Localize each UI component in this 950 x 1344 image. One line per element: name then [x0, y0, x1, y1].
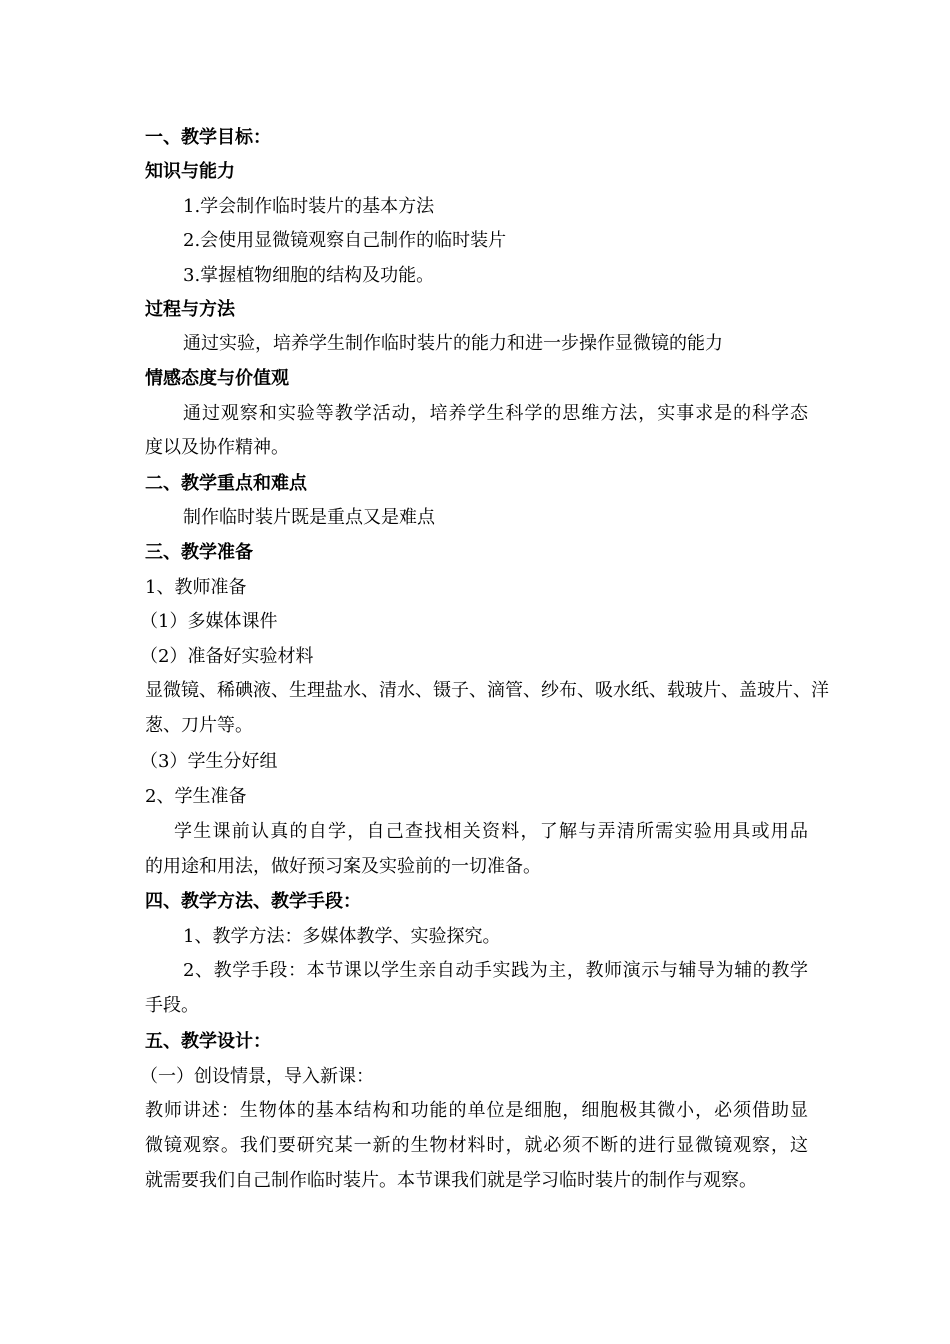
- teacher-narration-line-3: 就需要我们自己制作临时装片。本节课我们就是学习临时装片的制作与观察。: [145, 1170, 757, 1191]
- preparation-item-1: （1）多媒体课件: [140, 611, 278, 632]
- materials-list-line-2: 葱、刀片等。: [145, 715, 253, 736]
- preparation-item-3: （3）学生分好组: [140, 751, 278, 772]
- student-preparation-text-line-2: 的用途和用法，做好预习案及实验前的一切准备。: [145, 856, 541, 877]
- section-heading-key-points: 二、教学重点和难点: [145, 473, 307, 494]
- teacher-preparation-heading: 1、教师准备: [145, 577, 247, 598]
- subheading-emotion-values: 情感态度与价值观: [145, 368, 289, 389]
- methods-item-1: 1、教学方法：多媒体教学、实验探究。: [183, 926, 501, 947]
- preparation-item-2: （2）准备好实验材料: [140, 646, 314, 667]
- methods-item-2-line-1: 2、教学手段：本节课以学生亲自动手实践为主，教师演示与辅导为辅的教学: [183, 960, 808, 981]
- materials-list-line-1: 显微镜、稀碘液、生理盐水、清水、镊子、滴管、纱布、吸水纸、载玻片、盖玻片、洋: [145, 680, 829, 701]
- objective-item-1: 1.学会制作临时装片的基本方法: [183, 196, 435, 217]
- emotion-values-text-line-1: 通过观察和实验等教学活动，培养学生科学的思维方法，实事求是的科学态: [183, 403, 808, 424]
- student-preparation-text-line-1: 学生课前认真的自学，自己查找相关资料，了解与弄清所需实验用具或用品: [174, 821, 808, 842]
- section-heading-design: 五、教学设计：: [145, 1031, 271, 1052]
- design-step-1-heading: （一）创设情景，导入新课：: [140, 1066, 374, 1087]
- teacher-narration-line-2: 微镜观察。我们要研究某一新的生物材料时，就必须不断的进行显微镜观察，这: [145, 1135, 808, 1156]
- objective-item-2: 2.会使用显微镜观察自己制作的临时装片: [183, 230, 507, 251]
- subheading-knowledge-ability: 知识与能力: [145, 161, 235, 182]
- section-heading-objectives: 一、教学目标：: [145, 127, 271, 148]
- objective-item-3: 3.掌握植物细胞的结构及功能。: [183, 265, 435, 286]
- methods-item-2-line-2: 手段。: [145, 995, 199, 1016]
- teacher-narration-line-1: 教师讲述：生物体的基本结构和功能的单位是细胞，细胞极其微小，必须借助显: [145, 1100, 808, 1121]
- key-points-text: 制作临时装片既是重点又是难点: [183, 507, 435, 528]
- emotion-values-text-line-2: 度以及协作精神。: [145, 437, 289, 458]
- section-heading-preparation: 三、教学准备: [145, 542, 253, 563]
- process-method-text: 通过实验，培养学生制作临时装片的能力和进一步操作显微镜的能力: [183, 333, 723, 354]
- student-preparation-heading: 2、学生准备: [145, 786, 247, 807]
- subheading-process-method: 过程与方法: [145, 299, 235, 320]
- section-heading-methods: 四、教学方法、教学手段：: [145, 891, 361, 912]
